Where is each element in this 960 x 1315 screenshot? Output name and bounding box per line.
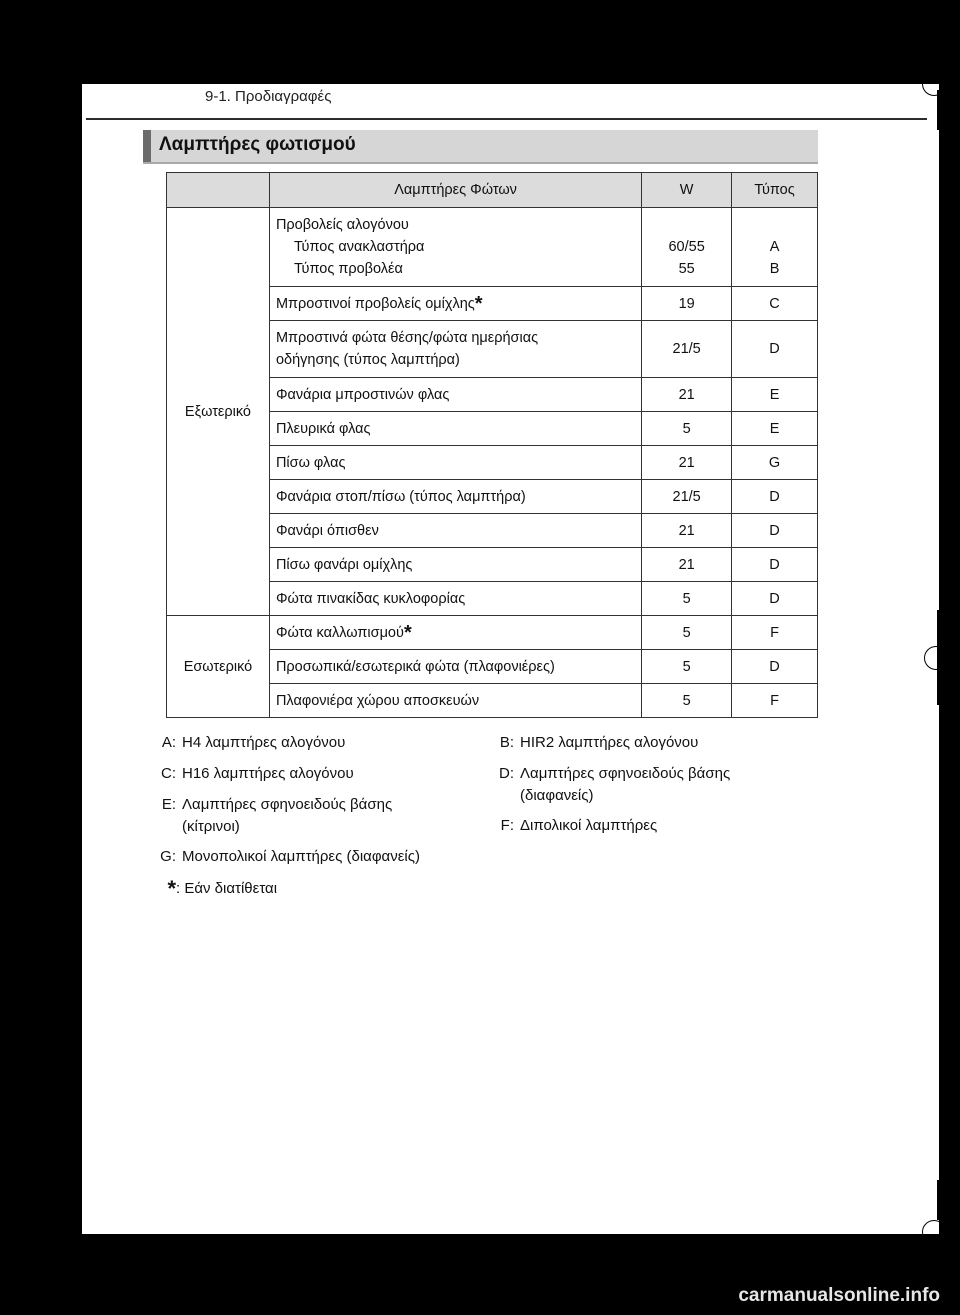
legend-item-a — [152, 732, 345, 754]
legend-item-c — [152, 763, 354, 785]
legend-text: H16 λαμπτήρες αλογόνου — [182, 765, 354, 782]
bulb-watts: 21/5 — [642, 321, 732, 378]
bulb-watts: 5 — [642, 650, 732, 684]
footnote-star: * — [474, 292, 483, 315]
header-type: Τύπος — [732, 173, 818, 208]
bulb-name: Πλευρικά φλας — [269, 412, 641, 446]
bulb-name: Φανάρι όπισθεν — [269, 514, 641, 548]
legend-text: Διπολικοί λαμπτήρες — [520, 817, 658, 834]
crop-mark — [937, 1180, 940, 1220]
bulb-specs-table — [166, 172, 818, 718]
bulb-type: F — [732, 616, 818, 650]
legend-text: (κίτρινοι) — [182, 818, 240, 835]
legend-item-star — [152, 878, 277, 900]
legend-key: G: — [160, 848, 176, 865]
bulb-watts: 21 — [642, 548, 732, 582]
legend-item-b — [490, 732, 698, 754]
legend-item-g — [152, 846, 420, 868]
legend-text: HIR2 λαμπτήρες αλογόνου — [520, 734, 699, 751]
legend-key: E: — [161, 796, 176, 813]
bulb-watts: 21 — [642, 514, 732, 548]
bulb-watts: 5 — [642, 582, 732, 616]
bulb-type-value: B — [769, 261, 780, 277]
header-watts: W — [642, 173, 732, 208]
bulb-watts: 5 — [642, 616, 732, 650]
bulb-type: C — [732, 287, 818, 321]
bulb-name: Φώτα πινακίδας κυκλοφορίας — [269, 582, 641, 616]
bulb-type: F — [732, 684, 818, 718]
registration-mark-icon — [922, 72, 946, 96]
bulb-watts — [642, 208, 732, 287]
bulb-type: D — [732, 548, 818, 582]
legend-text: Μονοπολικοί λαμπτήρες (διαφανείς) — [182, 848, 420, 865]
bulb-name — [269, 321, 641, 378]
bulb-name-text: Μπροστινοί προβολείς ομίχλης — [275, 295, 475, 312]
legend-text: (διαφανείς) — [520, 787, 594, 804]
footnote-star: * — [403, 621, 412, 644]
bulb-type: D — [732, 514, 818, 548]
table-header-row — [167, 173, 818, 208]
bulb-watts: 19 — [642, 287, 732, 321]
bulb-name: Φανάρια μπροστινών φλας — [269, 378, 641, 412]
bulb-type: G — [732, 446, 818, 480]
bulb-watts: 5 — [642, 412, 732, 446]
header-bulbs: Λαμπτήρες Φώτων — [269, 173, 641, 208]
bulb-name: Προσωπικά/εσωτερικά φώτα (πλαφονιέρες) — [269, 650, 641, 684]
header-category — [167, 173, 270, 208]
header-divider — [86, 118, 927, 120]
bulb-name-text: Μπροστινά φώτα θέσης/φώτα ημερήσιας — [275, 330, 539, 346]
legend-key: D: — [499, 765, 514, 782]
bulb-type-value: A — [769, 239, 780, 255]
bulb-watts: 21 — [642, 378, 732, 412]
bulb-name-text: οδήγησης (τύπος λαμπτήρα) — [275, 352, 460, 368]
bulb-type: D — [732, 650, 818, 684]
registration-mark-icon — [922, 1220, 946, 1244]
table-row — [167, 616, 818, 650]
bulb-name-title: Προβολείς αλογόνου — [275, 217, 409, 233]
section-header — [143, 130, 818, 164]
watermark: carmanualsonline.info — [738, 1285, 940, 1306]
legend-key: F: — [500, 817, 514, 834]
bulb-name — [269, 616, 641, 650]
bulb-name: Φανάρια στοπ/πίσω (τύπος λαμπτήρα) — [269, 480, 641, 514]
legend-item-d — [490, 763, 730, 807]
bulb-watts: 21 — [642, 446, 732, 480]
bulb-watts: 5 — [642, 684, 732, 718]
bulb-subtype: Τύπος ανακλαστήρα — [293, 239, 425, 255]
category-exterior: Εξωτερικό — [167, 208, 270, 616]
legend-item-f — [490, 815, 657, 837]
legend-key: * — [167, 876, 176, 901]
bulb-name — [269, 287, 641, 321]
bulb-watts-value: 60/55 — [668, 239, 705, 255]
legend-text: : Εάν διατίθεται — [176, 880, 278, 897]
legend-key: B: — [499, 734, 514, 751]
bulb-name: Πίσω φλας — [269, 446, 641, 480]
bulb-name: Πλαφονιέρα χώρου αποσκευών — [269, 684, 641, 718]
legend-text: Λαμπτήρες σφηνοειδούς βάσης — [520, 765, 731, 782]
legend-item-e — [152, 794, 392, 838]
legend-key: C: — [161, 765, 176, 782]
bulb-name-text: Φώτα καλλωπισμού — [275, 624, 404, 641]
legend-key: A: — [161, 734, 176, 751]
bulb-name — [269, 208, 641, 287]
bulb-type: E — [732, 412, 818, 446]
bulb-watts-value: 55 — [678, 261, 695, 277]
bulb-name: Πίσω φανάρι ομίχλης — [269, 548, 641, 582]
bulb-watts: 21/5 — [642, 480, 732, 514]
category-interior: Εσωτερικό — [167, 616, 270, 718]
bulb-subtype: Τύπος προβολέα — [293, 261, 403, 277]
bulb-type — [732, 208, 818, 287]
bulb-type: D — [732, 321, 818, 378]
table-row — [167, 208, 818, 287]
legend-text: Λαμπτήρες σφηνοειδούς βάσης — [182, 796, 393, 813]
breadcrumb: 9-1. Προδιαγραφές — [205, 88, 332, 105]
crop-mark — [937, 90, 940, 130]
registration-mark-icon — [924, 646, 948, 670]
bulb-type: E — [732, 378, 818, 412]
bulb-type: D — [732, 582, 818, 616]
legend-text: H4 λαμπτήρες αλογόνου — [182, 734, 346, 751]
section-accent — [143, 130, 151, 162]
section-title: Λαμπτήρες φωτισμού — [159, 134, 356, 155]
bulb-type: D — [732, 480, 818, 514]
